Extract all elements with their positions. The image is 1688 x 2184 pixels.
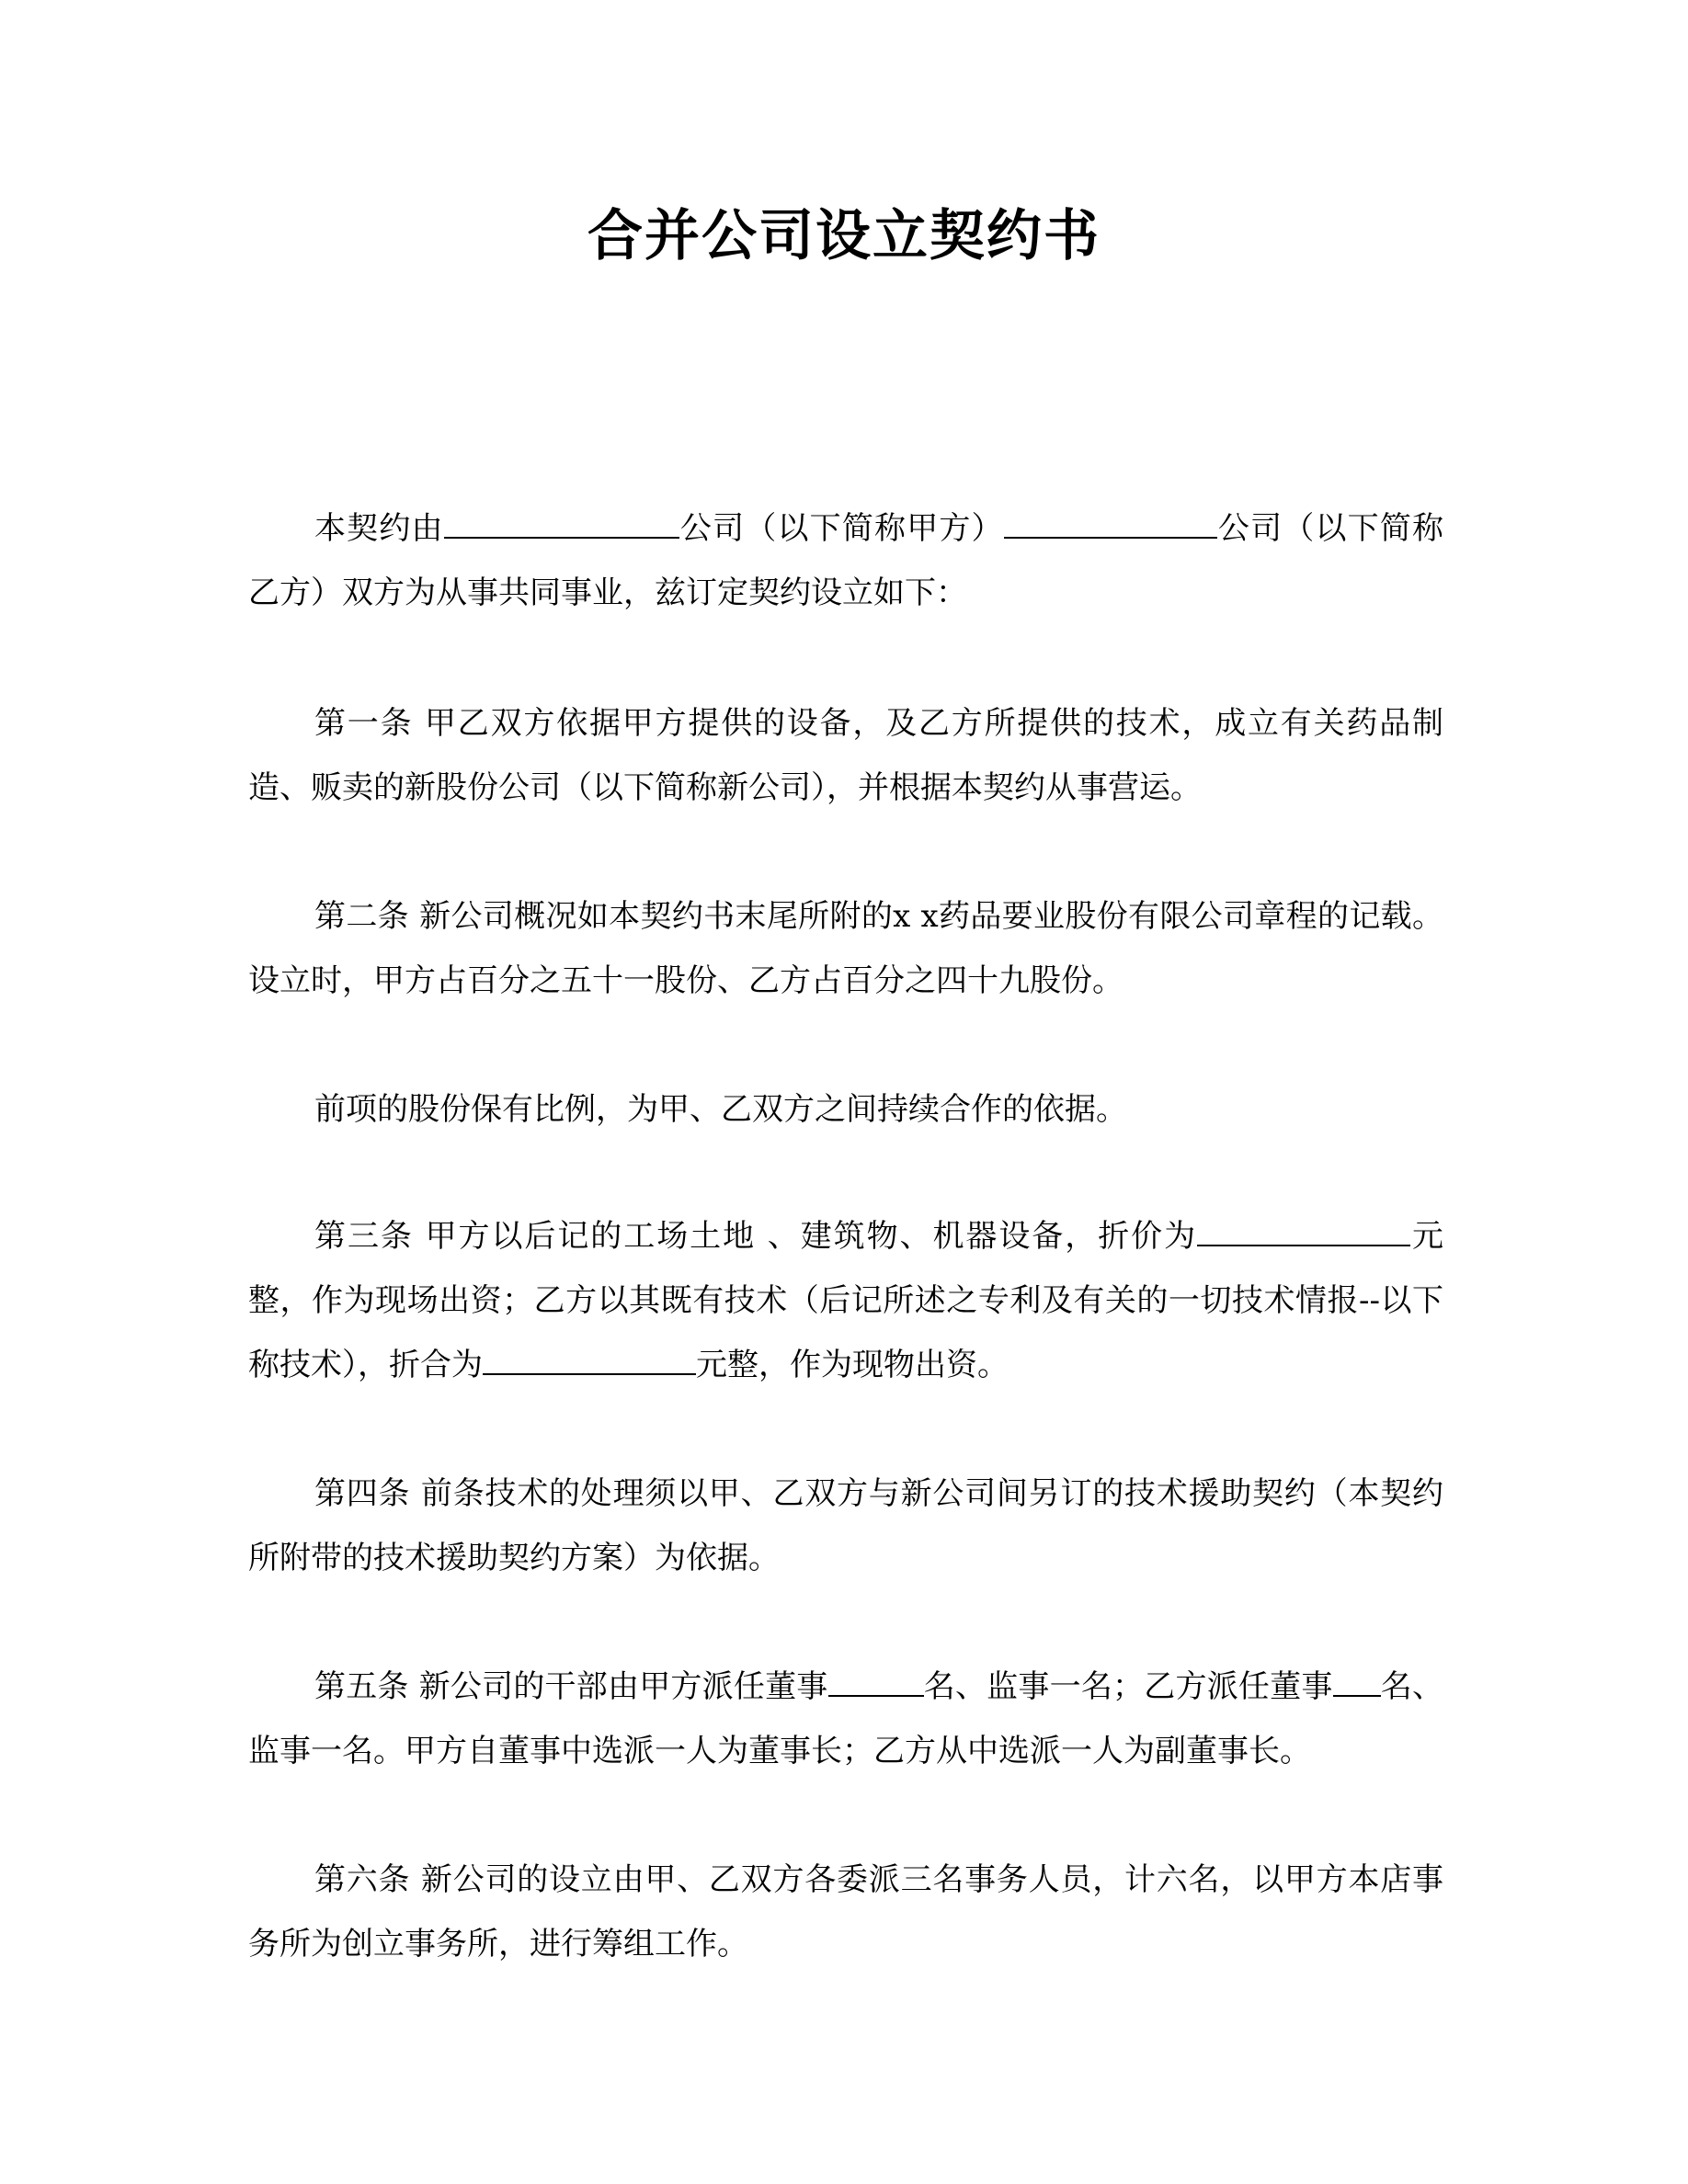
preamble-text-3: 公司（以下简称乙方）双方为从事共同事业，兹订定契约设立如下： xyxy=(248,510,1444,611)
article-3-text-1: 第三条 甲方以后记的工场土地 、建筑物、机器设备，折价为 xyxy=(314,1218,1198,1255)
article-3-text-2: 元整，作为现场出资；乙方以其既有技术（后记所述之专利及有关的一切技术情报--以下称技术），折合为 xyxy=(248,1218,1443,1383)
party-a-directors-blank[interactable] xyxy=(828,1664,924,1697)
article-6-paragraph: 第六条 新公司的设立由甲、乙双方各委派三名事务人员，计六名，以甲方本店事务所为创立事务所，进行筹组工作。 xyxy=(248,1861,1443,1962)
article-4-paragraph: 第四条 前条技术的处理须以甲、乙双方与新公司间另订的技术援助契约（本契约所附带的技术援助契约方案）为依据。 xyxy=(248,1475,1443,1576)
article-3-text-3: 元整，作为现物出资。 xyxy=(696,1347,1009,1383)
article-1-paragraph: 第一条 甲乙双方依据甲方提供的设备，及乙方所提供的技术，成立有关药品制造、贩卖的新股份公司（以下简称新公司），并根据本契约从事营运。 xyxy=(248,705,1443,806)
party-b-name-blank[interactable] xyxy=(1004,506,1217,539)
article-5-text-2: 名、监事一名；乙方派任董事 xyxy=(923,1668,1333,1705)
preamble-text-2: 公司（以下简称甲方） xyxy=(679,510,1004,547)
article-2-paragraph: 第二条 新公司概况如本契约书末尾所附的x x药品要业股份有限公司章程的记载。设立时，甲方占百分之五十一股份、乙方占百分之四十九股份。 xyxy=(248,898,1443,999)
shareholding-note-paragraph: 前项的股份保有比例，为甲、乙双方之间持续合作的依据。 xyxy=(314,1091,1127,1128)
article-5-text-1: 第五条 新公司的干部由甲方派任董事 xyxy=(314,1668,828,1705)
article-5-paragraph xyxy=(248,1655,1443,1783)
preamble-paragraph xyxy=(248,496,1443,625)
preamble-text-1: 本契约由 xyxy=(314,510,444,547)
party-b-investment-blank[interactable] xyxy=(483,1342,696,1375)
article-3-paragraph xyxy=(248,1204,1443,1397)
party-b-directors-blank[interactable] xyxy=(1333,1664,1381,1697)
party-a-name-blank[interactable] xyxy=(444,506,679,539)
document-title: 合并公司设立契约书 xyxy=(587,204,1101,268)
article-5-text-3: 名、监事一名。甲方自董事中选派一人为董事长；乙方从中选派一人为副董事长。 xyxy=(248,1668,1444,1769)
party-a-investment-blank[interactable] xyxy=(1197,1213,1410,1246)
